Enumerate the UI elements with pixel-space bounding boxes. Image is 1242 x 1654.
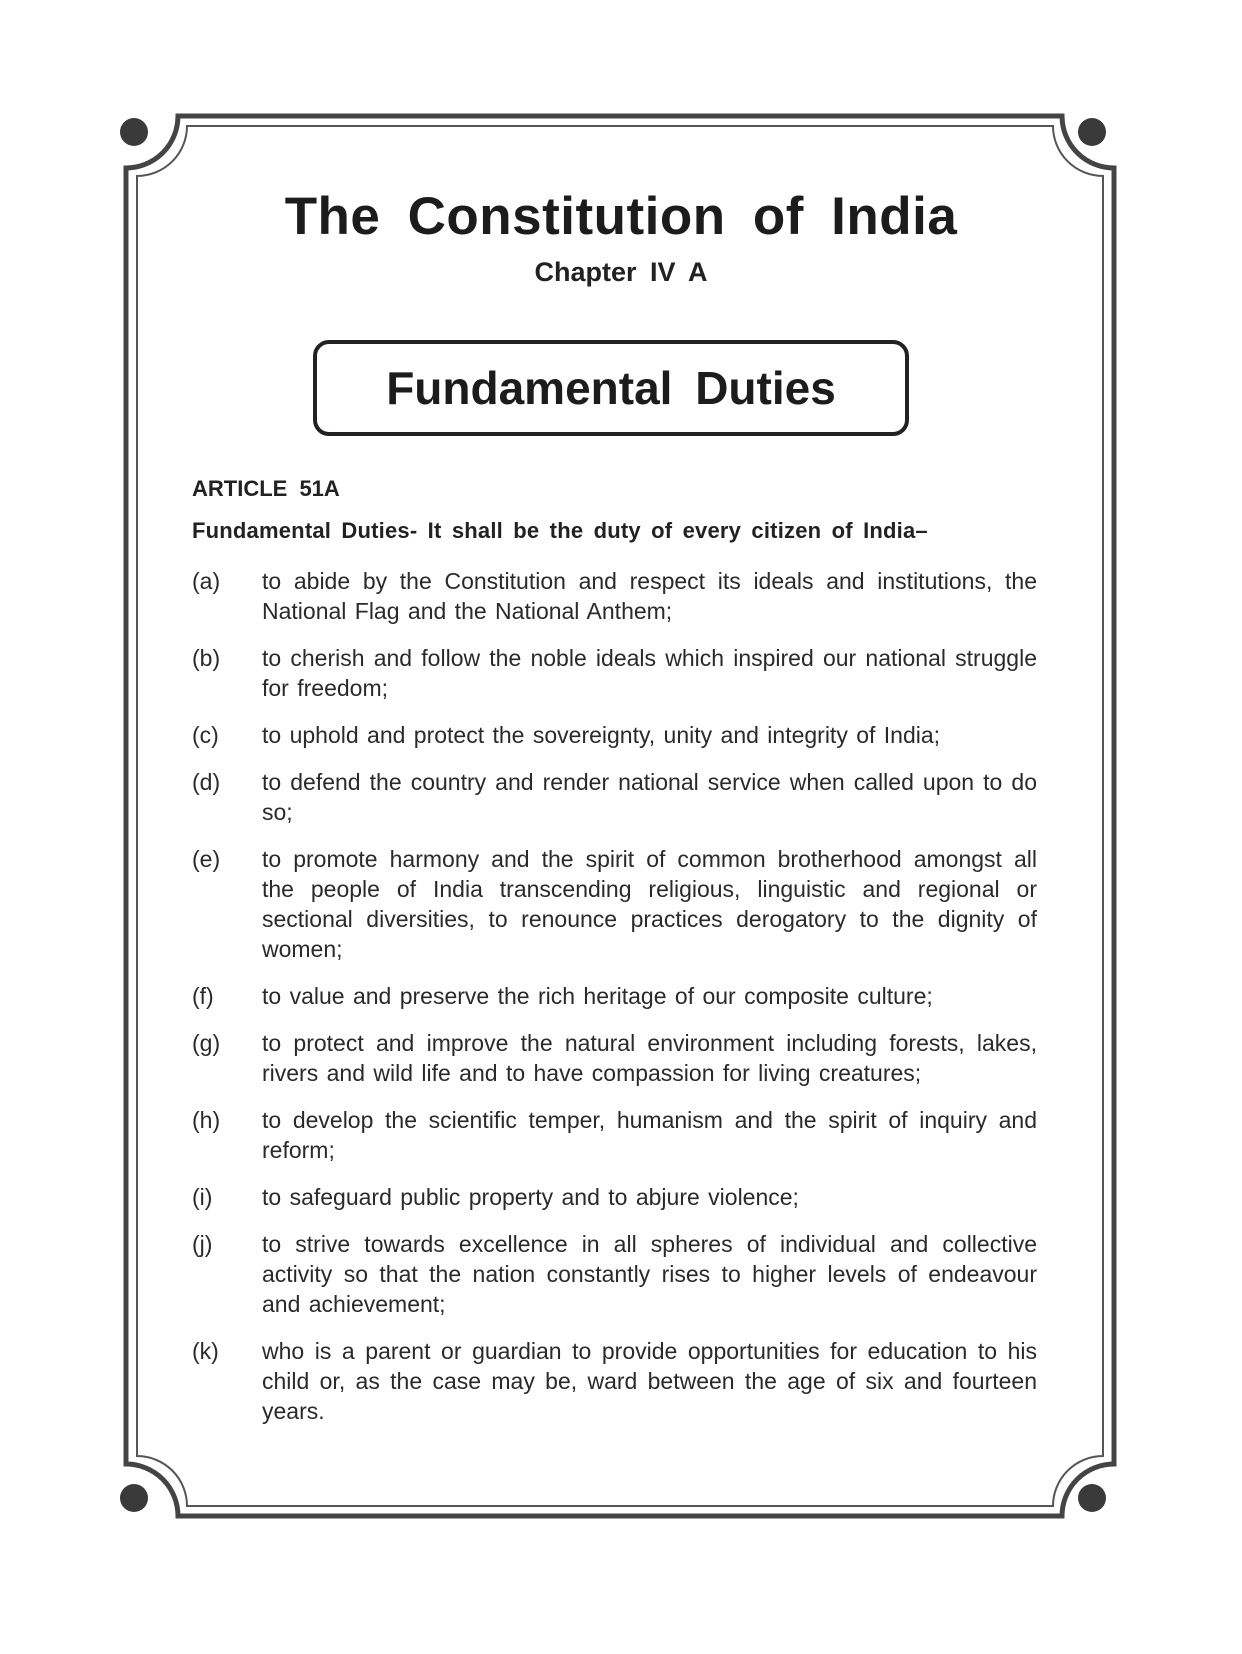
duty-item [192, 1182, 1037, 1212]
duty-label: (d) [192, 769, 221, 795]
duty-item [192, 767, 1037, 827]
duty-text: to develop the scientific temper, humanism and the spirit of inquiry and reform; [262, 1107, 1037, 1163]
duty-item [192, 1028, 1037, 1088]
duty-item [192, 1336, 1037, 1426]
duty-text: to uphold and protect the sovereignty, unity and integrity of India; [262, 722, 941, 748]
duty-text: to cherish and follow the noble ideals which inspired our national struggle for freedom; [262, 645, 1037, 701]
article-heading: ARTICLE 51A [192, 476, 340, 501]
duty-item [192, 1105, 1037, 1165]
duty-text: to promote harmony and the spirit of common brotherhood amongst all the people of India transcending religious, linguistic and regional or sectional diversities, to renounce practices derogatory to the dignity of women; [262, 846, 1037, 962]
duty-item [192, 1229, 1037, 1319]
chapter-label: Chapter IV A [534, 257, 708, 287]
duty-item [192, 566, 1037, 626]
document-title: The Constitution of India [284, 187, 958, 246]
duty-label: (i) [192, 1184, 213, 1210]
duty-label: (h) [192, 1107, 221, 1133]
duty-label: (k) [192, 1338, 219, 1364]
duties-list [192, 566, 1037, 1443]
duty-item [192, 981, 1037, 1011]
section-title: Fundamental Duties [386, 362, 836, 414]
duty-label: (b) [192, 645, 221, 671]
duty-text: who is a parent or guardian to provide opportunities for education to his child or, as the case may be, ward between the age of six and fourteen years. [262, 1338, 1037, 1424]
duty-label: (j) [192, 1231, 213, 1257]
corner-dot-bottom-right [1078, 1484, 1106, 1512]
duty-text: to abide by the Constitution and respect its ideals and institutions, the National Flag and the National Anthem; [262, 568, 1037, 624]
duty-text: to strive towards excellence in all spheres of individual and collective activity so that the nation constantly rises to higher levels of endeavour and achievement; [262, 1231, 1037, 1317]
duty-label: (c) [192, 722, 219, 748]
duty-item [192, 720, 1037, 750]
duty-label: (g) [192, 1030, 221, 1056]
duty-label: (f) [192, 983, 214, 1009]
duty-text: to safeguard public property and to abjure violence; [262, 1184, 799, 1210]
duty-text: to protect and improve the natural environment including forests, lakes, rivers and wild life and to have compassion for living creatures; [262, 1030, 1037, 1086]
corner-dot-top-left [120, 118, 148, 146]
section-title-box [313, 340, 909, 436]
duty-label: (a) [192, 568, 221, 594]
duty-text: to value and preserve the rich heritage of our composite culture; [262, 983, 933, 1009]
corner-dot-bottom-left [120, 1484, 148, 1512]
duty-item [192, 844, 1037, 964]
duty-item [192, 643, 1037, 703]
duty-label: (e) [192, 846, 221, 872]
article-intro: Fundamental Duties- It shall be the duty of every citizen of India– [192, 518, 928, 543]
corner-dot-top-right [1078, 118, 1106, 146]
duty-text: to defend the country and render national service when called upon to do so; [262, 769, 1037, 825]
